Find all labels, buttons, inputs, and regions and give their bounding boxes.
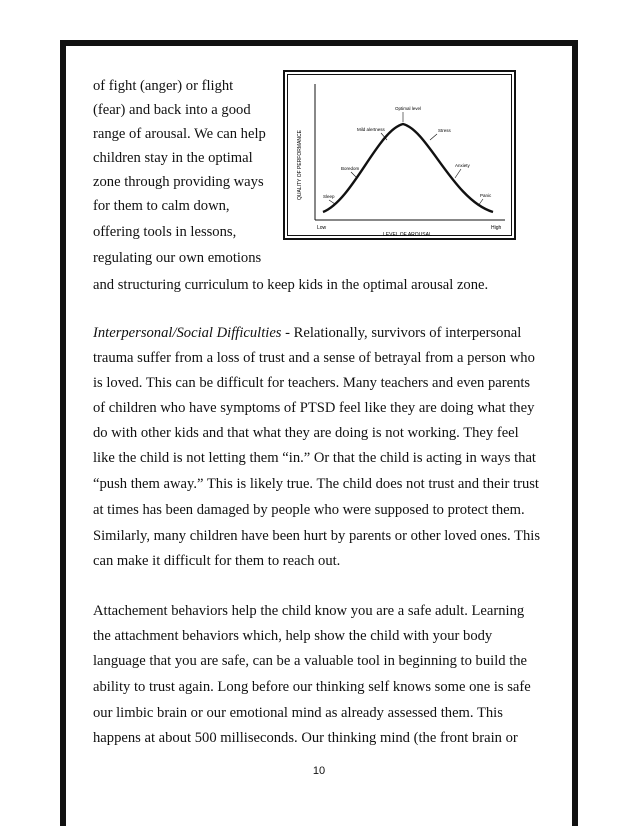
label-anxiety: Anxiety (455, 163, 470, 168)
paragraph-line (93, 321, 521, 345)
label-stress: Stress (438, 128, 451, 133)
paragraph-line: do with other kids and that what they are doing is not working. They feel (93, 425, 519, 441)
text-line: range of arousal. We can help (93, 126, 266, 142)
paragraph-line: of children who have symptoms of PTSD feel like they are doing what they (93, 400, 535, 416)
label-optimal-level: Optimal level (395, 106, 422, 111)
paragraph-line: happens at about 500 milliseconds. Our thinking mind (the front brain or (93, 730, 518, 746)
text-line: children stay in the optimal (93, 150, 253, 166)
pointer-stress (430, 134, 437, 140)
pointer-sleep (329, 200, 335, 204)
text-line: (fear) and back into a good (93, 102, 251, 118)
paragraph-line: ability to trust again. Long before our thinking self knows some one is safe (93, 679, 531, 695)
text-line: and structuring curriculum to keep kids in the optimal arousal zone. (93, 277, 489, 293)
label-mild-alertness: Mild alertness (357, 127, 385, 132)
page-frame-top (60, 40, 578, 46)
page-frame-left (60, 40, 66, 826)
text-line: offering tools in lessons, (93, 224, 237, 240)
text-line: of fight (anger) or flight (93, 78, 234, 94)
paragraph-line: can make it difficult for them to reach out. (93, 553, 341, 569)
heading-separator: - (281, 325, 294, 341)
paragraph-line: at times has been damaged by people who were supposed to protect them. (93, 502, 525, 518)
section-heading: Interpersonal/Social Difficulties (93, 325, 282, 341)
text-line: for them to calm down, (93, 198, 230, 214)
paragraph-line: the attachment behaviors which, help show the child with your body (93, 628, 493, 644)
text-line: zone through providing ways (93, 174, 264, 190)
text-line: regulating our own emotions (93, 250, 262, 266)
arousal-performance-figure (283, 70, 516, 240)
paragraph-line: like the child is not letting them “in.” Or that the child is acting in ways that (93, 450, 536, 466)
y-axis-label: QUALITY OF PERFORMANCE (297, 130, 303, 200)
paragraph-line: is loved. This can be difficult for teachers. Many teachers and even parents (93, 375, 531, 391)
figure-diagram (283, 70, 516, 240)
paragraph-text: Relationally, survivors of interpersonal (293, 325, 522, 341)
paragraph-line: language that you are safe, can be a valuable tool in beginning to build the (93, 653, 528, 669)
page-frame-right (572, 40, 578, 826)
pointer-boredom (351, 172, 357, 178)
paragraph-line: “push them away.” This is likely true. The child does not trust and their trust (93, 476, 539, 492)
label-boredom: Boredom (341, 166, 360, 171)
x-low-label: Low (317, 225, 327, 231)
x-axis-label: LEVEL OF AROUSAL (383, 232, 432, 238)
page-number: 10 (312, 765, 326, 777)
label-panic: Panic (480, 193, 492, 198)
paragraph-line: Attachement behaviors help the child know you are a safe adult. Learning (93, 603, 525, 619)
paragraph-line: our limbic brain or our emotional mind as already assessed them. This (93, 705, 503, 721)
x-high-label: High (491, 225, 502, 231)
paragraph-line: trauma suffer from a loss of trust and a sense of betrayal from a person who (93, 350, 535, 366)
pointer-anxiety (455, 169, 461, 178)
paragraph-line: Similarly, many children have been hurt by parents or other loved ones. This (93, 528, 541, 544)
label-sleep: Sleep (323, 194, 335, 199)
